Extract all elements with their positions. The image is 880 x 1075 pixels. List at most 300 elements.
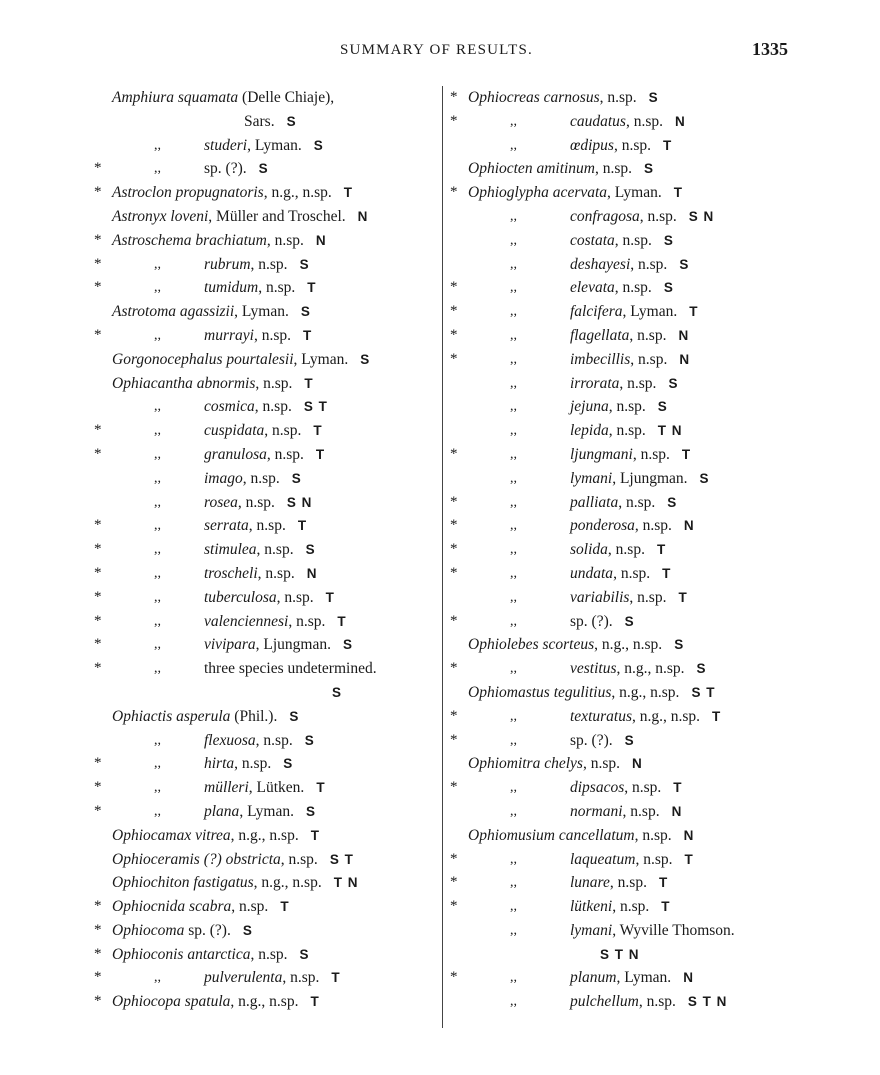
taxon-name: vestitus <box>570 660 617 678</box>
entry-text <box>570 966 694 990</box>
species-entry <box>94 633 439 657</box>
authority-text: , Lyman. <box>239 802 294 820</box>
new-species-marker: * <box>94 160 102 177</box>
entry-text <box>112 943 310 967</box>
taxon-name: planum <box>570 969 617 987</box>
entry-text <box>570 705 721 729</box>
ditto-mark: ,, <box>154 423 161 439</box>
species-entry <box>94 467 439 491</box>
page-number: 1335 <box>752 39 788 59</box>
species-entry <box>450 514 795 538</box>
entry-text <box>112 919 253 943</box>
running-title: SUMMARY OF RESULTS. <box>340 42 533 58</box>
entry-text <box>570 491 677 515</box>
species-entry <box>94 610 439 634</box>
taxon-name: mülleri <box>204 779 249 797</box>
authority-text: sp. (?). <box>570 731 613 749</box>
new-species-marker: * <box>94 612 102 629</box>
taxon-name: ponderosa <box>570 517 635 535</box>
new-species-marker: * <box>450 184 458 201</box>
species-entry <box>450 871 795 895</box>
new-species-marker: * <box>94 660 102 677</box>
new-species-marker: * <box>94 422 102 439</box>
ditto-mark: ,, <box>510 565 517 581</box>
authority-text: , n.sp. <box>258 279 296 297</box>
authority-text: , n.sp. <box>609 874 647 892</box>
ditto-mark: ,, <box>510 803 517 819</box>
taxon-name: confragosa <box>570 207 640 225</box>
station-letters: S <box>304 732 315 748</box>
entry-text <box>570 443 691 467</box>
taxon-name: solida <box>570 541 608 559</box>
taxon-name: undata <box>570 564 614 582</box>
ditto-mark: ,, <box>510 232 517 248</box>
station-letters: N <box>632 756 643 772</box>
authority-text: , n.sp. <box>630 350 668 368</box>
taxon-name: Ophiocnida scabra <box>112 898 232 916</box>
species-entry <box>94 895 439 919</box>
new-species-marker: * <box>94 184 102 201</box>
species-entry <box>94 395 439 419</box>
authority-text: , n.g., n.sp. <box>253 874 322 892</box>
taxon-name: lepida <box>570 422 609 440</box>
entry-text <box>570 538 666 562</box>
entry-text <box>112 348 370 372</box>
station-letters: T <box>678 589 688 605</box>
station-letters: T <box>681 446 692 462</box>
species-entry <box>94 324 439 348</box>
station-letters: N <box>357 208 369 224</box>
station-letters: S <box>360 351 371 367</box>
new-species-marker: * <box>94 969 102 986</box>
ditto-mark: ,, <box>154 280 161 296</box>
entry-text <box>204 610 347 634</box>
left-column <box>94 86 439 1014</box>
station-letters: N <box>306 565 318 581</box>
new-species-marker: * <box>94 779 102 796</box>
new-species-marker: * <box>450 850 458 867</box>
taxon-name: ljungmani <box>570 445 633 463</box>
species-entry <box>450 229 795 253</box>
taxon-name: cosmica <box>204 398 255 416</box>
station-letters: N <box>315 232 327 248</box>
entry-text <box>570 586 688 610</box>
authority-text: , n.sp. <box>608 398 646 416</box>
taxon-name: falcifera <box>570 303 623 321</box>
authority-text: , n.sp. <box>613 564 651 582</box>
station-letters: S <box>258 161 269 177</box>
ditto-mark: ,, <box>510 780 517 796</box>
entry-continuation <box>450 943 795 967</box>
new-species-marker: * <box>94 326 102 343</box>
ditto-mark: ,, <box>510 851 517 867</box>
taxon-name: Ophiolebes scorteus <box>468 636 595 654</box>
station-letters: T N <box>657 423 683 439</box>
authority-text: , n.sp. <box>613 136 651 154</box>
entry-text <box>112 848 354 872</box>
species-entry <box>450 705 795 729</box>
ditto-mark: ,, <box>154 256 161 272</box>
entry-text <box>570 919 735 943</box>
authority-text: , n.sp. <box>257 564 295 582</box>
taxon-name: flexuosa <box>204 731 256 749</box>
station-letters: S <box>657 399 668 415</box>
entry-text <box>112 824 320 848</box>
species-entry <box>94 348 439 372</box>
species-entry <box>94 586 439 610</box>
species-entry <box>450 562 795 586</box>
taxon-name: texturatus <box>570 707 632 725</box>
species-entry <box>94 538 439 562</box>
taxon-name: troscheli <box>204 564 258 582</box>
ditto-mark: ,, <box>510 470 517 486</box>
species-entry <box>450 800 795 824</box>
authority-text: , n.g., n.sp. <box>263 184 332 202</box>
station-letters: S <box>289 708 300 724</box>
authority-text: , Müller and Troschel. <box>208 207 346 225</box>
taxon-name: flagellata <box>570 326 630 344</box>
entry-text <box>570 229 674 253</box>
station-letters: T <box>684 851 694 867</box>
station-letters: T <box>673 780 683 796</box>
authority-text: , n.sp. <box>250 255 288 273</box>
entry-text <box>570 800 682 824</box>
species-entry <box>94 943 439 967</box>
entry-text <box>204 491 312 515</box>
taxon-name: Astronyx loveni <box>112 207 209 225</box>
entry-text <box>204 443 325 467</box>
taxon-name: pulchellum <box>570 993 639 1011</box>
entry-text <box>468 181 683 205</box>
new-species-marker: * <box>450 89 458 105</box>
new-species-marker: * <box>450 660 458 677</box>
species-entry <box>94 205 439 229</box>
station-letters: T <box>662 137 673 153</box>
continuation-text <box>600 943 640 967</box>
authority-text: , n.sp. <box>255 731 293 749</box>
station-letters: N <box>678 327 690 343</box>
new-species-marker: * <box>450 564 458 581</box>
species-entry <box>450 443 795 467</box>
authority-text: , Lyman. <box>622 303 678 321</box>
ditto-mark: ,, <box>154 613 161 629</box>
entry-text <box>570 729 635 753</box>
authority-text: , Lütken. <box>248 779 305 797</box>
ditto-mark: ,, <box>510 661 517 677</box>
entry-text <box>204 419 323 443</box>
station-letters: S <box>696 661 707 677</box>
entry-text <box>468 752 643 776</box>
authority-text: (Delle Chiaje), <box>238 89 335 106</box>
entry-text <box>570 419 683 443</box>
species-entry <box>94 134 439 158</box>
station-letters: T <box>325 589 335 605</box>
authority-text: , n.sp. <box>634 826 672 844</box>
station-letters: N <box>679 351 691 367</box>
station-letters: T <box>658 875 669 891</box>
taxon-name: Ophiocoma <box>112 921 185 939</box>
species-entry <box>450 586 795 610</box>
taxon-name: œdipus <box>570 136 614 154</box>
authority-text: , n.sp. <box>266 231 304 249</box>
authority-text: , n.sp. <box>618 493 656 511</box>
species-entry <box>450 966 795 990</box>
station-letters: T <box>316 780 326 796</box>
station-letters: S <box>699 470 710 486</box>
species-entry <box>94 157 439 181</box>
taxon-name: rubrum <box>204 255 251 273</box>
taxon-name: Ophiactis asperula <box>112 707 231 725</box>
authority-text: (Phil.). <box>230 707 278 725</box>
species-entry <box>450 86 795 110</box>
taxon-name: stimulea <box>204 541 257 559</box>
entry-text <box>570 300 698 324</box>
authority-text: , Ljungman. <box>255 636 331 654</box>
ditto-mark: ,, <box>510 875 517 891</box>
entry-text <box>204 276 317 300</box>
entry-text <box>204 324 312 348</box>
authority-text: , n.sp. <box>595 160 633 178</box>
taxon-name: tumidum <box>204 279 259 297</box>
authority-text: , n.sp. <box>288 612 326 630</box>
ditto-mark: ,, <box>510 708 517 724</box>
station-letters: S T <box>329 851 354 867</box>
taxon-name: tuberculosa <box>204 588 277 606</box>
species-entry <box>450 848 795 872</box>
entry-text <box>468 157 654 181</box>
entry-text <box>112 229 327 253</box>
authority-text: , n.sp. <box>607 541 645 559</box>
taxon-name: Ophioceramis (?) obstricta <box>112 850 281 868</box>
new-species-marker: * <box>450 707 458 724</box>
species-entry <box>94 966 439 990</box>
entry-text <box>204 253 310 277</box>
new-species-marker: * <box>450 517 458 534</box>
station-letters: N <box>671 803 683 819</box>
authority-text: , Lyman. <box>616 969 672 987</box>
entry-text <box>112 372 314 396</box>
ditto-mark: ,, <box>510 518 517 534</box>
ditto-mark: ,, <box>510 137 517 153</box>
taxon-name: plana <box>204 802 240 820</box>
authority-text: , n.sp. <box>619 374 657 392</box>
station-letters: T N <box>333 875 359 891</box>
species-entry <box>94 562 439 586</box>
entry-text <box>204 966 341 990</box>
ditto-mark: ,, <box>154 446 161 462</box>
authority-text: , n.sp. <box>630 255 668 273</box>
authority-text: , n.g., n.sp. <box>616 660 685 678</box>
station-letters: T <box>662 565 672 581</box>
species-entry <box>450 895 795 919</box>
authority-text: , n.sp. <box>255 374 293 392</box>
entry-text <box>204 657 377 681</box>
new-species-marker: * <box>94 921 102 938</box>
taxon-name: murrayi <box>204 326 254 344</box>
station-letters: S <box>663 280 674 296</box>
entry-text <box>204 562 317 586</box>
entry-text <box>468 824 694 848</box>
station-letters: T <box>337 613 347 629</box>
authority-text: , n.g., n.sp. <box>611 683 680 701</box>
species-entry <box>450 110 795 134</box>
authority-text: , n.sp. <box>237 493 275 511</box>
authority-text: , n.sp. <box>599 89 637 106</box>
new-species-marker: * <box>450 493 458 510</box>
authority-text: , Wyville Thomson. <box>612 921 735 939</box>
species-entry <box>450 990 795 1014</box>
taxon-name: costata <box>570 231 615 249</box>
species-entry <box>450 633 795 657</box>
taxon-name: imbecillis <box>570 350 631 368</box>
species-entry <box>450 752 795 776</box>
species-entry <box>450 181 795 205</box>
species-entry <box>94 729 439 753</box>
station-letters: S N <box>688 208 715 224</box>
taxon-name: hirta <box>204 755 235 773</box>
ditto-mark: ,, <box>510 899 517 915</box>
station-letters: N <box>675 113 686 129</box>
taxon-name: Ophiomitra chelys <box>468 755 583 773</box>
ditto-mark: ,, <box>510 589 517 605</box>
authority-text: , n.sp. <box>280 850 318 868</box>
new-species-marker: * <box>450 731 458 748</box>
station-letters: T <box>297 518 308 534</box>
station-letters: S <box>343 637 354 653</box>
new-species-marker: * <box>450 279 458 296</box>
species-entry <box>94 443 439 467</box>
taxon-name: imago <box>204 469 243 487</box>
species-entry <box>94 491 439 515</box>
species-entry <box>94 229 439 253</box>
species-entry <box>450 824 795 848</box>
species-entry <box>450 253 795 277</box>
entry-text <box>570 657 707 681</box>
entry-text <box>570 776 683 800</box>
entry-text <box>112 895 290 919</box>
species-entry <box>450 657 795 681</box>
station-letters: S <box>644 161 655 177</box>
new-species-marker: * <box>94 993 102 1010</box>
authority-text: Sars. <box>244 112 275 130</box>
authority-text: , n.sp. <box>625 112 664 130</box>
species-entry <box>94 419 439 443</box>
taxon-name: palliata <box>570 493 619 511</box>
authority-text: , n.sp. <box>582 755 620 773</box>
entry-text <box>112 86 334 110</box>
entry-text <box>570 134 672 158</box>
entry-text <box>204 157 269 181</box>
entry-text <box>204 467 302 491</box>
entry-text <box>204 514 307 538</box>
station-letters: S <box>674 637 685 653</box>
authority-text: , Lyman. <box>234 303 289 321</box>
station-letters: T <box>673 185 683 201</box>
taxon-name: Ophiomusium cancellatum <box>468 826 635 844</box>
species-entry <box>94 300 439 324</box>
species-entry <box>450 157 795 181</box>
station-letters: S <box>624 732 635 748</box>
species-entry <box>94 705 439 729</box>
authority-text: , n.sp. <box>266 445 304 463</box>
entry-text <box>570 372 678 396</box>
entry-text <box>112 871 358 895</box>
species-entry <box>94 824 439 848</box>
new-species-marker: * <box>94 255 102 272</box>
taxon-name: lymani <box>570 921 613 939</box>
station-letters: T <box>661 899 671 915</box>
authority-text: , Lyman. <box>247 136 302 154</box>
species-entry <box>450 324 795 348</box>
station-letters: T <box>280 899 290 915</box>
ditto-mark: ,, <box>510 399 517 415</box>
station-letters: T <box>712 708 722 724</box>
right-column <box>450 86 795 1014</box>
authority-text: , n.sp. <box>629 588 667 606</box>
authority-text: , n.sp. <box>250 945 288 963</box>
authority-text: , Lyman. <box>607 184 662 202</box>
entry-text <box>468 681 715 705</box>
taxon-name: deshayesi <box>570 255 631 273</box>
taxon-name: elevata <box>570 279 615 297</box>
station-letters: T <box>303 327 313 343</box>
entry-text <box>570 562 671 586</box>
species-entry <box>450 776 795 800</box>
ditto-mark: ,, <box>154 661 161 677</box>
new-species-marker: * <box>450 326 458 343</box>
new-species-marker: * <box>94 636 102 653</box>
ditto-mark: ,, <box>154 518 161 534</box>
species-entry <box>94 776 439 800</box>
ditto-mark: ,, <box>510 113 517 129</box>
species-entry <box>94 86 439 110</box>
species-entry <box>94 253 439 277</box>
taxon-name: Ophiacantha abnormis <box>112 374 256 392</box>
species-entry <box>94 800 439 824</box>
entry-text <box>570 276 674 300</box>
taxon-name: irrorata <box>570 374 620 392</box>
species-entry <box>94 752 439 776</box>
entry-text <box>204 752 293 776</box>
ditto-mark: ,, <box>510 304 517 320</box>
new-species-marker: * <box>94 588 102 605</box>
species-entry <box>450 681 795 705</box>
new-species-marker: * <box>94 945 102 962</box>
taxon-name: caudatus <box>570 112 626 130</box>
station-letters: T <box>331 970 341 986</box>
station-letters: S <box>648 90 659 105</box>
entry-text <box>570 348 690 372</box>
entry-text <box>570 110 686 134</box>
taxon-name: studeri <box>204 136 248 154</box>
ditto-mark: ,, <box>510 423 517 439</box>
taxon-name: Ophioconis antarctica <box>112 945 251 963</box>
authority-text: , n.sp. <box>635 850 673 868</box>
taxon-name: normani <box>570 802 623 820</box>
taxon-name: Astroschema brachiatum <box>112 231 267 249</box>
taxon-name: dipsacos <box>570 779 625 797</box>
station-letters: T <box>310 994 320 1010</box>
station-letters: T <box>689 304 699 320</box>
new-species-marker: * <box>94 445 102 462</box>
ditto-mark: ,, <box>154 327 161 343</box>
authority-text: , n.sp. <box>256 541 294 559</box>
authority-text: , n.sp. <box>614 279 652 297</box>
ditto-mark: ,, <box>154 803 161 819</box>
station-letters: S <box>668 375 679 391</box>
taxon-name: Ophiocopa spatula <box>112 993 231 1011</box>
ditto-mark: ,, <box>154 470 161 486</box>
